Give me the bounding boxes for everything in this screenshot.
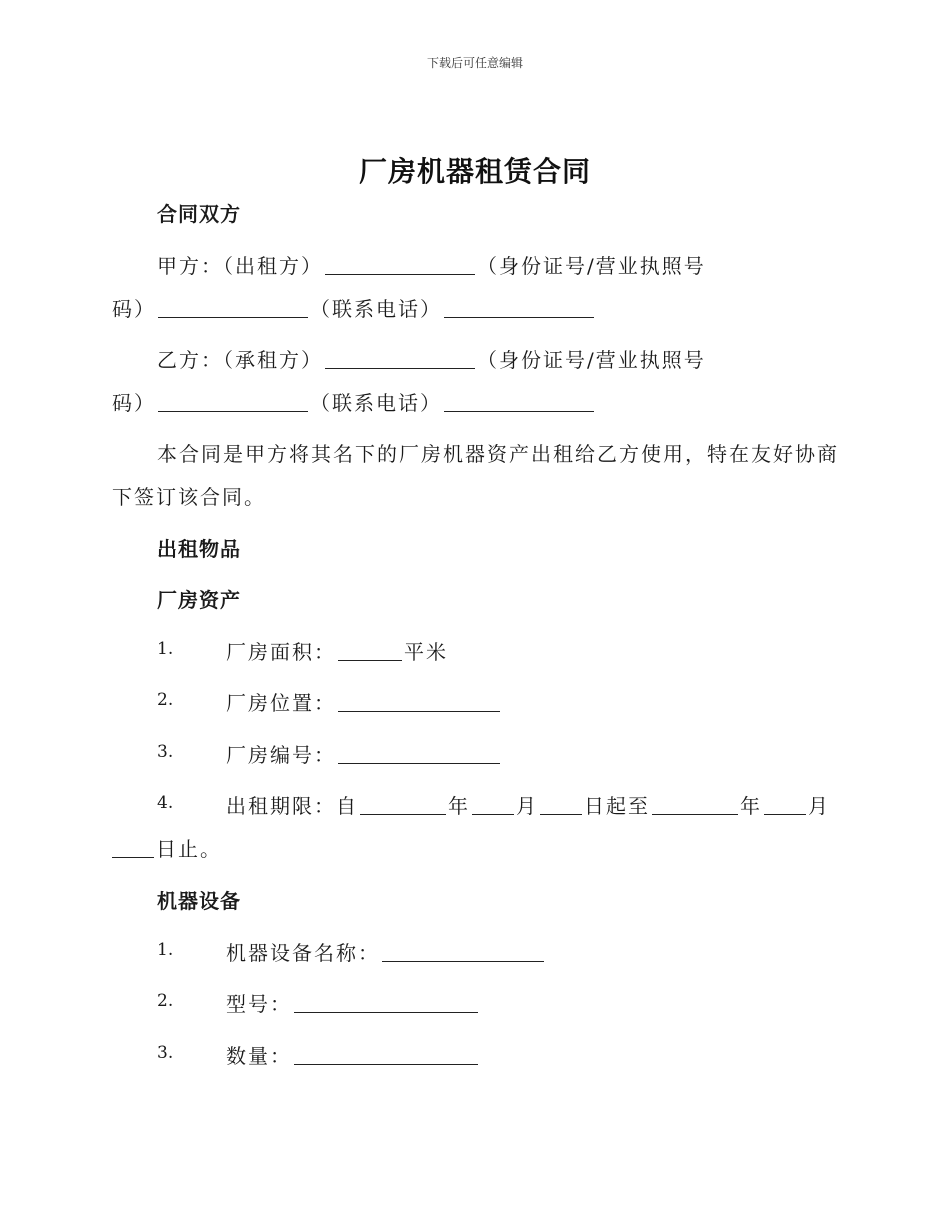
party-a-line-2 (112, 293, 596, 322)
machine-model-label: 型号： (226, 992, 292, 1016)
start-day-unit: 日起至 (584, 794, 650, 818)
party-a-phone-blank[interactable] (444, 299, 594, 318)
factory-area-unit: 平米 (404, 640, 448, 664)
machine-quantity-label: 数量： (226, 1044, 292, 1068)
section-heading-machines: 机器设备 (157, 889, 241, 913)
machine-quantity-blank[interactable] (294, 1046, 478, 1065)
start-day-blank[interactable] (540, 796, 582, 815)
factory-code-blank[interactable] (338, 745, 500, 764)
machine-item-2 (226, 988, 480, 1017)
party-b-phone-blank[interactable] (444, 393, 594, 412)
end-month-blank[interactable] (764, 796, 806, 815)
machine-item-3 (226, 1040, 480, 1069)
factory-item-2 (226, 687, 502, 716)
end-day-blank[interactable] (112, 839, 154, 858)
factory-item-2-number: 2. (157, 690, 174, 710)
start-year-unit: 年 (448, 794, 470, 818)
factory-location-label: 厂房位置： (226, 691, 336, 715)
party-a-id-blank[interactable] (158, 299, 308, 318)
factory-code-label: 厂房编号： (226, 743, 336, 767)
machine-item-1 (226, 937, 546, 966)
party-b-line (157, 344, 706, 373)
start-year-blank[interactable] (360, 796, 446, 815)
factory-area-label: 厂房面积： (226, 640, 336, 664)
factory-area-blank[interactable] (338, 642, 402, 661)
party-b-label: 乙方：（承租方） (157, 348, 323, 372)
party-b-id-blank[interactable] (158, 393, 308, 412)
machine-item-2-number: 2. (157, 991, 174, 1011)
section-heading-rental-items: 出租物品 (157, 537, 241, 561)
start-month-blank[interactable] (472, 796, 514, 815)
start-month-unit: 月 (516, 794, 538, 818)
factory-location-blank[interactable] (338, 693, 500, 712)
party-a-ma-label: 码） (112, 297, 156, 321)
lease-term-label: 出租期限：自 (226, 794, 358, 818)
party-b-ma-label: 码） (112, 391, 156, 415)
end-day-unit: 日止。 (156, 837, 222, 861)
party-b-name-blank[interactable] (325, 350, 475, 369)
intro-line-1: 本合同是甲方将其名下的厂房机器资产出租给乙方使用，特在友好协商 (157, 442, 839, 466)
end-month-unit: 月 (808, 794, 830, 818)
end-year-blank[interactable] (652, 796, 738, 815)
section-heading-parties: 合同双方 (157, 202, 241, 226)
machine-name-blank[interactable] (382, 943, 544, 962)
section-heading-factory: 厂房资产 (157, 588, 241, 612)
page-header-note: 下载后可任意编辑 (426, 56, 523, 70)
factory-item-1 (226, 636, 448, 665)
factory-item-1-number: 1. (157, 639, 174, 659)
party-a-label: 甲方：（出租方） (157, 254, 323, 278)
factory-item-4-cont (112, 833, 222, 862)
party-a-name-blank[interactable] (325, 256, 475, 275)
machine-item-3-number: 3. (157, 1043, 174, 1063)
document-title: 厂房机器租赁合同 (358, 155, 591, 188)
end-year-unit: 年 (740, 794, 762, 818)
factory-item-3 (226, 739, 502, 768)
party-a-id-label: （身份证号/营业执照号 (477, 254, 706, 278)
factory-item-4-number: 4. (157, 793, 174, 813)
factory-item-4 (226, 790, 830, 819)
party-b-line-2 (112, 387, 596, 416)
party-b-phone-label: （联系电话） (310, 391, 442, 415)
party-b-id-label: （身份证号/营业执照号 (477, 348, 706, 372)
machine-item-1-number: 1. (157, 940, 174, 960)
machine-model-blank[interactable] (294, 994, 478, 1013)
machine-name-label: 机器设备名称： (226, 941, 380, 965)
party-a-line (157, 250, 706, 279)
intro-line-2: 下签订该合同。 (112, 485, 266, 509)
factory-item-3-number: 3. (157, 742, 174, 762)
party-a-phone-label: （联系电话） (310, 297, 442, 321)
